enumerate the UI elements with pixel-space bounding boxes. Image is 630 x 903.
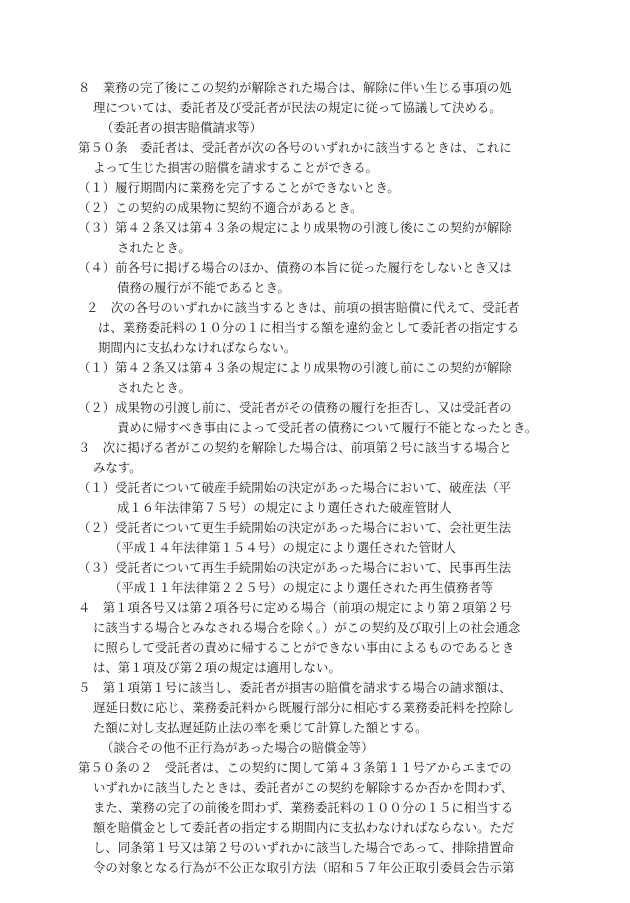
list-item: （１）第４２条又は第４３条の規定により成果物の引渡し前にこの契約が解除 [78, 360, 512, 375]
text-line: ２ 次の各号のいずれかに該当するときは、前項の損害賠償に代えて、受託者 [86, 300, 520, 315]
text-line: ８ 業務の完了後にこの契約が解除された場合は、解除に伴い生じる事項の処 [78, 80, 512, 95]
text-line: 成１６年法律第７５号）の規定により選任された破産管財人 [117, 500, 452, 515]
text-line: 期間内に支払わなければならない。 [98, 340, 297, 355]
text-line: 第５０条 委託者は、受託者が次の各号のいずれかに該当するときは、これに [78, 140, 512, 155]
text-line: 債務の履行が不能であるとき。 [117, 280, 290, 295]
list-item: （２）この契約の成果物に契約不適合があるとき。 [78, 200, 363, 215]
list-item: （４）前各号に掲げる場合のほか、債務の本旨に従った履行をしないとき又は [78, 260, 512, 275]
text-line: た額に対し支払遅延防止法の率を乗じて計算した額とする。 [93, 720, 428, 735]
text-line: し、同条第１号又は第２号のいずれかに該当した場合であって、排除措置命 [93, 840, 514, 855]
text-line: 額を賠償金として委託者の指定する期間内に支払わなければならない。ただ [93, 820, 515, 835]
list-item: （１）受託者について破産手続開始の決定があった場合において、破産法（平 [78, 480, 512, 495]
text-line: は、第１項及び第２項の規定は適用しない。 [93, 660, 341, 675]
text-line: ５ 第１項第１号に該当し、委託者が損害の賠償を請求する場合の請求額は、 [78, 680, 512, 695]
text-line: は、業務委託料の１０分の１に相当する額を違約金として委託者の指定する [98, 320, 520, 335]
list-item: （２）成果物の引渡し前に、受託者がその債務の履行を拒否し、又は受託者の [78, 400, 512, 415]
section-heading: （委託者の損害賠償請求等） [101, 120, 263, 135]
section-heading: （談合その他不正行為があった場合の賠償金等） [101, 740, 374, 755]
text-line: よって生じた損害の賠償を請求することができる。 [93, 160, 378, 175]
text-line: 遅延日数に応じ、業務委託料から既履行部分に相応する業務委託料を控除し [93, 700, 515, 715]
text-line: 責めに帰すべき事由によって受託者の債務について履行不能となったとき。 [117, 420, 538, 435]
text-line: ４ 第１項各号又は第２項各号に定める場合（前項の規定により第２項第２号 [78, 600, 512, 615]
text-line: また、業務の完了の前後を問わず、業務委託料の１００分の１５に相当する [93, 800, 514, 815]
text-line: ３ 次に掲げる者がこの契約を解除した場合は、前項第２号に該当する場合と [78, 440, 512, 455]
text-line: に照らして受託者の責めに帰することができない事由によるものであるとき [93, 640, 515, 655]
list-item: （３）第４２条又は第４３条の規定により成果物の引渡し後にこの契約が解除 [78, 220, 512, 235]
text-line: （平成１４年法律第１５４号）の規定により選任された管財人 [109, 540, 456, 555]
text-line: いずれかに該当したときは、委託者がこの契約を解除するか否かを問わず、 [93, 780, 514, 795]
text-line: されたとき。 [117, 380, 191, 395]
text-line: されたとき。 [117, 240, 191, 255]
text-line: に該当する場合とみなされる場合を除く。）がこの契約及び取引上の社会通念 [93, 620, 521, 635]
text-line: みなす。 [93, 460, 142, 475]
list-item: （３）受託者について再生手続開始の決定があった場合において、民事再生法 [78, 560, 512, 575]
list-item: （２）受託者について更生手続開始の決定があった場合において、会社更生法 [78, 520, 512, 535]
text-line: （平成１１年法律第２２５号）の規定により選任された再生債務者等 [109, 580, 494, 595]
text-line: 令の対象となる行為が不公正な取引方法（昭和５７年公正取引委員会告示第 [93, 860, 515, 875]
text-line: 第５０条の２ 受託者は、この契約に関して第４３条第１１号アからエまでの [78, 760, 512, 775]
list-item: （１）履行期間内に業務を完了することができないとき。 [78, 180, 400, 195]
text-line: 理については、委託者及び受託者が民法の規定に従って協議して決める。 [93, 100, 502, 115]
